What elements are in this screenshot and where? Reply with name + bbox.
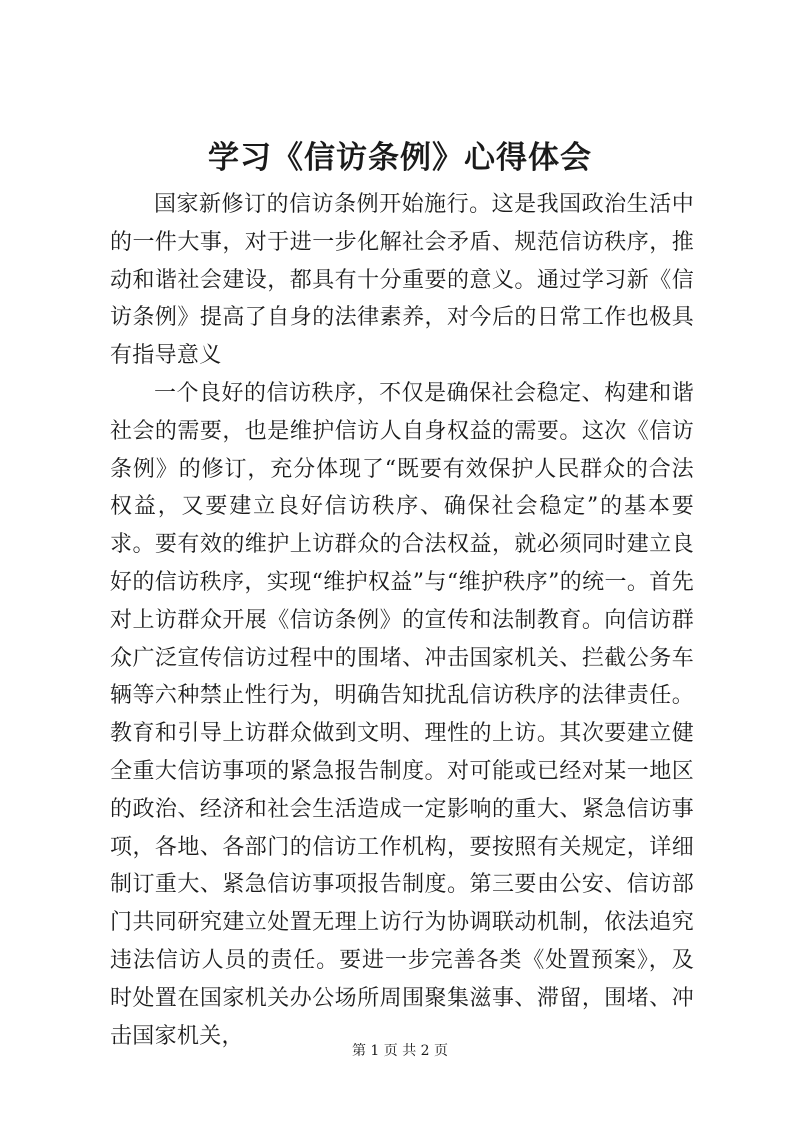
paragraph-2: 一个良好的信访秩序，不仅是确保社会稳定、构建和谐社会的需要，也是维护信访人自身权益的需要。这次《信访条例》的修订，充分体现了“既要有效保护人民群众的合法权益，又要建立良好信访秩序、确保社会稳定”的基本要求。要有效的维护上访群众的合法权益，就必须同时建立良好的信访秩序，实现“维护权益”与“维护秩序”的统一。首先对上访群众开展《信访条例》的宣传和法制教育。向信访群众广泛宣传信访过程中的围堵、冲击国家机关、拦截公务车辆等六种禁止性行为，明确告知扰乱信访秩序的法律责任。教育和引导上访群众做到文明、理性的上访。其次要建立健全重大信访事项的紧急报告制度。对可能或已经对某一地区的政治、经济和社会生活造成一定影响的重大、紧急信访事项，各地、各部门的信访工作机构，要按照有关规定，详细制订重大、紧急信访事项报告制度。第三要由公安、信访部门共同研究建立处置无理上访行为协调联动机制，依法追究违法信访人员的责任。要进一步完善各类《处置预案》，及时处置在国家机关办公场所周围聚集滋事、滞留，围堵、冲击国家机关，: [110, 380, 694, 1049]
page-number-footer: 第 1 页 共 2 页: [351, 1043, 449, 1059]
document-body: [110, 186, 694, 1055]
paragraph-1: 国家新修订的信访条例开始施行。这是我国政治生活中的一件大事，对于进一步化解社会矛盾、规范信访秩序，推动和谐社会建设，都具有十分重要的意义。通过学习新《信访条例》提高了自身的法律素养，对今后的日常工作也极具有指导意义: [110, 192, 694, 369]
document-title: 学习《信访条例》心得体会: [208, 140, 592, 176]
